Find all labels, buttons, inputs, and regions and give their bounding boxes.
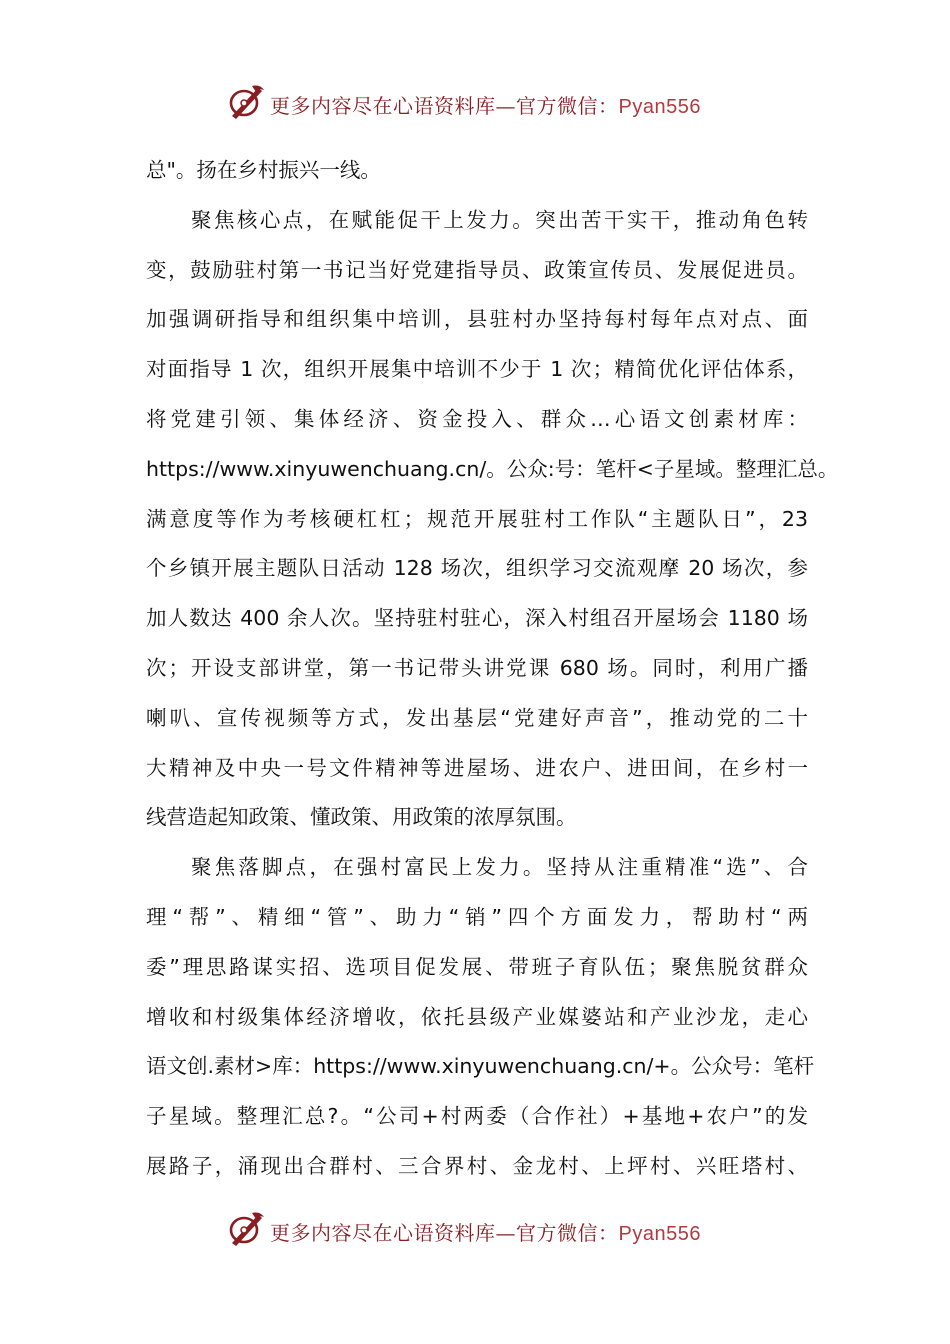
pen-circle-logo-icon <box>226 82 266 122</box>
body-line: 展路子，涌现出合群村、三合界村、金龙村、上坪村、兴旺塔村、 <box>146 1153 808 1178</box>
body-line: 子星域。整理汇总?。“公司+村两委（合作社）+基地+农户”的发 <box>146 1104 808 1129</box>
body-line: 次；开设支部讲堂，第一书记带头讲党课 680 场。同时，利用广播 <box>146 655 808 680</box>
body-line: 增收和村级集体经济增收，依托县级产业媒婆站和产业沙龙，走心 <box>146 1004 808 1029</box>
header-banner-id: Pyan556 <box>618 96 701 118</box>
body-line: 理“帮”、精细“管”、助力“销”四个方面发力，帮助村“两 <box>146 904 808 929</box>
footer-banner-main: 更多内容尽在心语资料库 <box>270 1221 496 1245</box>
header-banner-main: 更多内容尽在心语资料库 <box>270 94 496 118</box>
footer-banner-text <box>270 1217 701 1246</box>
header-banner-text <box>270 90 701 119</box>
body-line: 线营造起知政策、懂政策、用政策的浓厚氛围。 <box>146 805 577 830</box>
pen-circle-logo-icon <box>226 1209 266 1249</box>
body-line: 个乡镇开展主题队日活动 128 场次，组织学习交流观摩 20 场次，参 <box>146 556 808 581</box>
body-line: 聚焦落脚点，在强村富民上发力。坚持从注重精准“选”、合 <box>191 855 808 880</box>
footer-banner <box>0 1207 950 1253</box>
body-line: 总"。扬在乡村振兴一线。 <box>146 158 381 182</box>
body-line: 加人数达 400 余人次。坚持驻村驻心，深入村组召开屋场会 1180 场 <box>146 606 808 631</box>
body-line: 聚焦核心点，在赋能促干上发力。突出苦干实干，推动角色转 <box>191 207 808 232</box>
body-line: 加强调研指导和组织集中培训，县驻村办坚持每村每年点对点、面 <box>146 307 808 332</box>
header-banner-dash: — <box>495 94 516 118</box>
body-line: 喇叭、宣传视频等方式，发出基层“党建好声音”，推动党的二十 <box>146 705 808 730</box>
body-line: 满意度等作为考核硬杠杠；规范开展驻村工作队“主题队日”，23 <box>146 506 808 531</box>
body-line: 语文创.素材>库：https://www.xinyuwenchuang.cn/+。公众号：笔杆 <box>146 1054 815 1079</box>
footer-banner-id: Pyan556 <box>618 1223 701 1245</box>
document-body <box>146 146 839 1192</box>
body-line: 变，鼓励驻村第一书记当好党建指导员、政策宣传员、发展促进员。 <box>146 257 808 282</box>
footer-banner-dash: — <box>495 1221 516 1245</box>
header-banner-sub: 官方微信： <box>516 94 619 118</box>
body-line: https://www.xinyuwenchuang.cn/。公众:号：笔杆<子星域。整理汇总。 <box>146 456 839 481</box>
body-line: 将党建引领、集体经济、资金投入、群众…心语文创素材库： <box>146 406 808 431</box>
body-line: 大精神及中央一号文件精神等进屋场、进农户、进田间，在乡村一 <box>146 755 808 780</box>
body-line: 对面指导 1 次，组织开展集中培训不少于 1 次；精简优化评估体系， <box>146 357 808 382</box>
footer-banner-sub: 官方微信： <box>516 1221 619 1245</box>
header-banner <box>0 80 950 126</box>
body-line: 委”理思路谋实招、选项目促发展、带班子育队伍；聚焦脱贫群众 <box>146 954 808 979</box>
